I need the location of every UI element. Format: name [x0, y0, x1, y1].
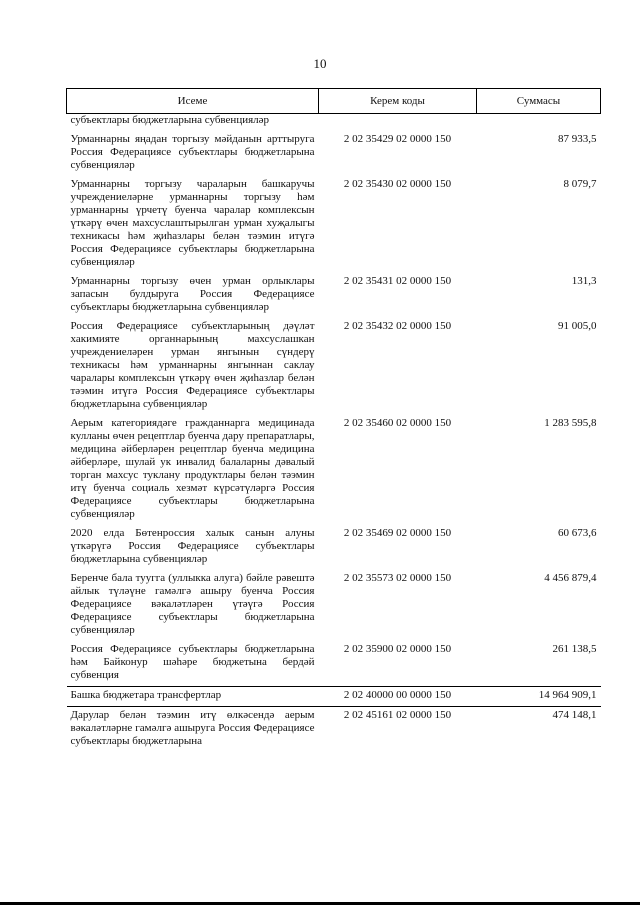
table-row: [67, 131, 601, 176]
row-name: Аерым категориядәге гражданнарга медицинада кулланы өчен рецептлар буенча дару препаратлары, медицина әйберләрен рецептлар буенча медицина әйберләре, шулай ук инвалид балаларны дәвалый торган махсус туклану продуктлары белән тәэмин итү буенча социаль хезмәт күрсәтүләргә Россия Федерациясе субъектлары бюджетларына субвенцияләр: [70, 417, 315, 520]
row-name: Беренче бала туугга (уллыкка алуга) бәйле рәвештә айлык түләүне гамәлгә ашыру буенча Россия Федерациясе вәкаләтләрен үтәүгә Россия Федерациясе субъектлары бюджетларына субвенцияләр: [70, 572, 315, 636]
table-row: [67, 707, 601, 753]
row-amount: 87 933,5: [558, 133, 597, 145]
row-amount: 474 148,1: [477, 707, 601, 753]
budget-table: [66, 88, 601, 752]
table-row: [67, 525, 601, 570]
row-amount: 261 138,5: [552, 643, 597, 655]
row-amount: 131,3: [571, 275, 597, 287]
row-code: 2 02 35900 02 0000 150: [343, 643, 452, 655]
table-row: [67, 687, 601, 707]
table-row: [67, 570, 601, 641]
table-row: [67, 415, 601, 525]
row-code: 2 02 40000 00 0000 150: [319, 687, 477, 707]
row-amount: 4 456 879,4: [544, 572, 597, 584]
continuation-text: субъектлары бюджетларына субвенцияләр: [70, 114, 270, 126]
row-name: Россия Федерациясе субъектларының дәүләт хакимияте органнарының махсуслашкан учреждениеләрен урман янгынын сүндерү техникасы һәм урманнарны янгыннан саклау чаралары комплексын үткәрү өчен җиһазлар белән тәэмин итүгә Россия Федерациясе субъектлары бюджетларына субвенцияләр: [70, 320, 315, 410]
header-name: Исеме: [67, 89, 319, 114]
table-header-row: [67, 89, 601, 114]
header-amount: Суммасы: [477, 89, 601, 114]
row-amount: 1 283 595,8: [544, 417, 597, 429]
row-amount: 91 005,0: [558, 320, 597, 332]
row-name: Урманнарны торгызу чараларын башкаручы учреждениеләрне урманнарны торгызу һәм урманнарны үрчетү буенча чаралар комплексын үткәрү өчен махсуслаштырылган урман хуҗалыгы техникасы һәм җиһазлары белән тәэмин итүгә Россия Федерациясе субъектлары бюджетларына субвенцияләр: [70, 178, 315, 268]
table-row: [67, 273, 601, 318]
row-name: Дарулар белән тәэмин итү өлкәсендә аерым вәкаләтләрне гамәлгә ашыруга Россия Федерациясе субъектлары бюджетларына: [67, 707, 319, 753]
row-amount: 60 673,6: [558, 527, 597, 539]
table-row: [67, 641, 601, 687]
row-amount: 14 964 909,1: [477, 687, 601, 707]
row-name: 2020 елда Бөтенроссия халык санын алуны үткәрүгә Россия Федерациясе субъектлары бюджетларына субвенцияләр: [70, 527, 315, 565]
row-name: Урманнарны яңадан торгызу мәйданын арттыруга Россия Федерациясе субъектлары бюджетларына субвенцияләр: [70, 133, 315, 171]
row-amount: 8 079,7: [563, 178, 597, 190]
row-code: 2 02 35431 02 0000 150: [343, 275, 452, 287]
row-code: 2 02 45161 02 0000 150: [319, 707, 477, 753]
row-code: 2 02 35573 02 0000 150: [343, 572, 452, 584]
row-name: Башка бюджетара трансфертлар: [67, 687, 319, 707]
header-code: Керем коды: [319, 89, 477, 114]
row-name: Россия Федерациясе субъектлары бюджетларына һәм Байконур шәһәре бюджетына бердәй субвенция: [70, 643, 315, 681]
row-code: 2 02 35460 02 0000 150: [343, 417, 452, 429]
page-number: 10: [313, 56, 327, 71]
row-code: 2 02 35429 02 0000 150: [343, 133, 452, 145]
row-name: Урманнарны торгызу өчен урман орлыклары запасын булдыруга Россия Федерациясе субъектлары бюджетларына субвенцияләр: [70, 275, 315, 313]
row-code: 2 02 35432 02 0000 150: [343, 320, 452, 332]
table-row: [67, 318, 601, 415]
row-code: 2 02 35430 02 0000 150: [343, 178, 452, 190]
continuation-row: [67, 114, 601, 132]
table-body: [67, 114, 601, 753]
row-code: 2 02 35469 02 0000 150: [343, 527, 452, 539]
table-row: [67, 176, 601, 273]
